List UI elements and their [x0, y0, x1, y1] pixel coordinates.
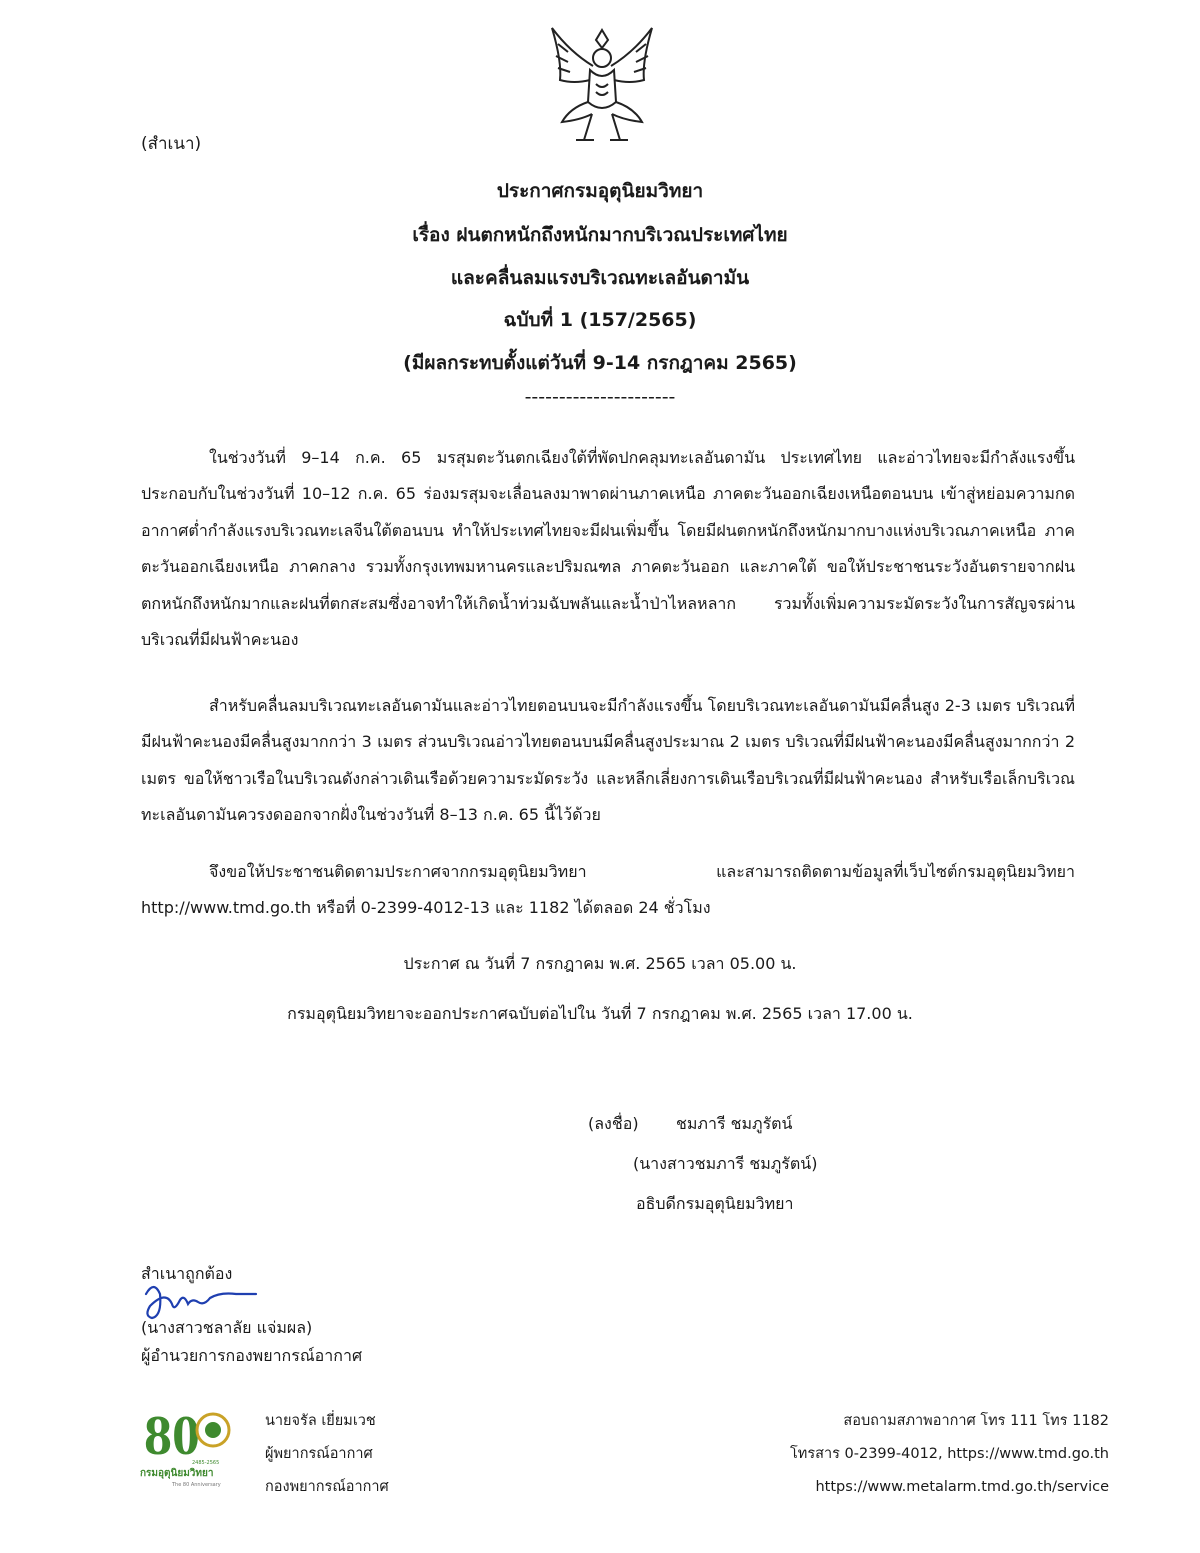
forecaster-title: ผู้พยากรณ์อากาศ — [265, 1446, 373, 1462]
issue-number: ฉบับที่ 1 (157/2565) — [503, 309, 697, 331]
signer-full-name: (นางสาวชมภารี ชมภูรัตน์) — [633, 1154, 818, 1173]
paragraph-contact: จึงขอให้ประชาชนติดตามประกาศจากกรมอุตุนิยมวิทยา และสามารถติดตามข้อมูลที่เว็บไซต์กรมอุตุนิยมวิทยา http://www.tmd.go.th หรือที่ 0-2399-4012-13 และ 1182 ได้ตลอด 24 ชั่วโมง — [141, 862, 1075, 918]
contact-phone: สอบถามสภาพอากาศ โทร 111 โทร 1182 — [843, 1413, 1109, 1429]
next-issue-notice: กรมอุตุนิยมวิทยาจะออกประกาศฉบับต่อไปใน วันที่ 7 กรกฎาคม พ.ศ. 2565 เวลา 17.00 น. — [287, 1004, 913, 1023]
tmd-80th-logo — [138, 1400, 238, 1492]
forecaster-division: กองพยากรณ์อากาศ — [265, 1479, 389, 1495]
contact-fax-website[interactable]: โทรสาร 0-2399-4012, https://www.tmd.go.th — [790, 1446, 1109, 1462]
contact-service-link[interactable]: https://www.metalarm.tmd.go.th/service — [815, 1479, 1109, 1495]
logo-text: กรมอุตุนิยมวิทยา — [140, 1468, 214, 1479]
signer-position: อธิบดีกรมอุตุนิยมวิทยา — [636, 1194, 794, 1213]
footer-contact-info — [790, 1405, 1109, 1504]
garuda-emblem — [540, 22, 664, 150]
separator-line: ---------------------- — [524, 386, 676, 408]
paragraph-forecast: ในช่วงวันที่ 9–14 ก.ค. 65 มรสุมตะวันตกเฉียงใต้ที่พัดปกคลุมทะเลอันดามัน ประเทศไทย และอ่าวไทยจะมีกำลังแรงขึ้น ประกอบกับในช่วงวันที่ 10–12 ก.ค. 65 ร่องมรสุมจะเลื่อนลงมาพาดผ่านภาคเหนือ ภาคตะวันออกเฉียงเหนือตอนบน เข้าสู่หย่อมความกดอากาศต่ำกำลังแรงบริเวณทะเลจีนใต้ตอนบน ทำให้ประเทศไทยจะมีฝนเพิ่มขึ้น โดยมีฝนตกหนักถึงหนักมากบางแห่งบริเวณภาคเหนือ ภาคตะวันออกเฉียงเหนือ ภาคกลาง รวมทั้งกรุงเทพมหานครและปริมณฑล ภาคตะวันออก และภาคใต้ ขอให้ประชาชนระวังอันตรายจากฝนตกหนักถึงหนักมากและฝนที่ตกสะสมซึ่งอาจทำให้เกิดน้ำท่วมฉับพลันและน้ำป่าไหลหลาก รวมทั้งเพิ่มความระมัดระวังในการสัญจรผ่านบริเวณที่มีฝนฟ้าคะนอง — [141, 448, 1075, 650]
subject-line: เรื่อง ฝนตกหนักถึงหนักมากบริเวณประเทศไทย — [412, 224, 788, 246]
certified-label: สำเนาถูกต้อง — [141, 1264, 233, 1283]
document-title: ประกาศกรมอุตุนิยมวิทยา — [496, 180, 704, 202]
paragraph-waves: สำหรับคลื่นลมบริเวณทะเลอันดามันและอ่าวไทยตอนบนจะมีกำลังแรงขึ้น โดยบริเวณทะเลอันดามันมีคลื่นสูง 2-3 เมตร บริเวณที่มีฝนฟ้าคะนองมีคลื่นสูงมากกว่า 3 เมตร ส่วนบริเวณอ่าวไทยตอนบนมีคลื่นสูงประมาณ 2 เมตร บริเวณที่มีฝนฟ้าคะนองมีคลื่นสูงมากกว่า 2 เมตร ขอให้ชาวเรือในบริเวณดังกล่าวเดินเรือด้วยความระมัดระวัง และหลีกเลี่ยงการเดินเรือบริเวณที่มีฝนฟ้าคะนอง สำหรับเรือเล็กบริเวณทะเลอันดามันควรงดออกจากฝั่งในช่วงวันที่ 8–13 ก.ค. 65 นี้ไว้ด้วย — [141, 696, 1075, 825]
effective-period: (มีผลกระทบตั้งแต่วันที่ 9-14 กรกฎาคม 2565) — [403, 352, 797, 374]
footer-forecaster-info — [265, 1405, 389, 1504]
logo-anniversary: The 80 Anniversary — [172, 1482, 221, 1488]
logo-number: 80 — [144, 1405, 200, 1467]
announcement-date: ประกาศ ณ วันที่ 7 กรกฎาคม พ.ศ. 2565 เวลา 05.00 น. — [403, 954, 797, 973]
forecaster-name: นายจรัล เยี่ยมเวช — [265, 1413, 376, 1429]
certifier-position: ผู้อำนวยการกองพยากรณ์อากาศ — [141, 1346, 363, 1365]
signed-label: (ลงชื่อ) — [588, 1114, 639, 1133]
signer-name: ชมภารี ชมภูรัตน์ — [676, 1114, 793, 1133]
subject-line-2: และคลื่นลมแรงบริเวณทะเลอันดามัน — [450, 267, 750, 289]
certifier-name: (นางสาวชลาลัย แจ่มผล) — [141, 1318, 313, 1337]
logo-years: 2485-2565 — [192, 1460, 220, 1466]
copy-label: (สำเนา) — [141, 134, 202, 154]
